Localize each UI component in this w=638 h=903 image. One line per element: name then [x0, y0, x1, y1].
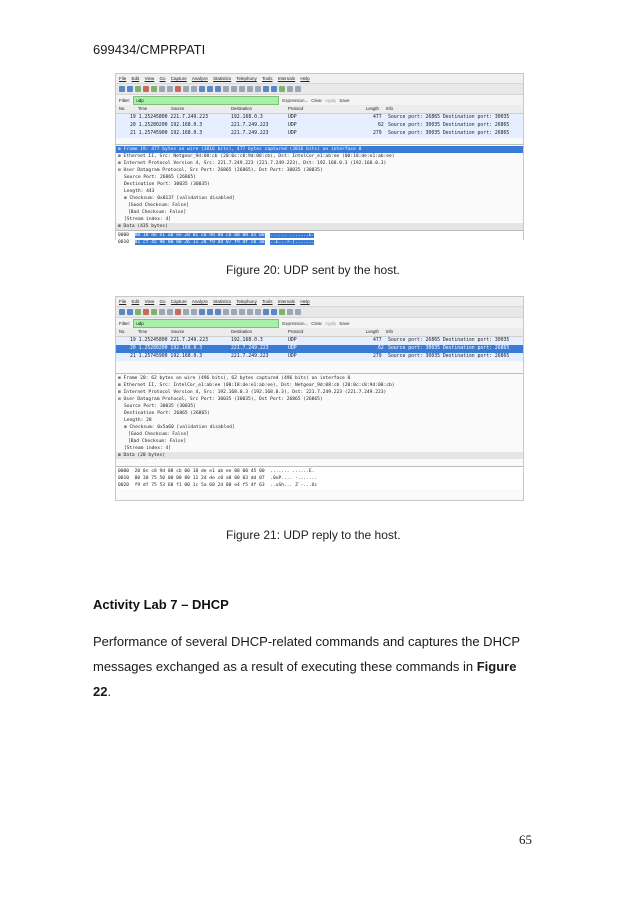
- col-protocol[interactable]: Protocol: [288, 106, 304, 111]
- preferences-icon[interactable]: [287, 309, 293, 315]
- go-forward-icon[interactable]: [207, 86, 213, 92]
- close-file-icon[interactable]: [175, 86, 181, 92]
- tree-item-source-port[interactable]: Source Port: 26865 (26865): [124, 175, 196, 180]
- resize-columns-icon[interactable]: [255, 86, 261, 92]
- menu-bar: [116, 297, 523, 306]
- expression-button[interactable]: Expression...: [282, 97, 309, 103]
- tree-item-udp[interactable]: ⊟ User Datagram Protocol, Src Port: 30035 (30035), Dst Port: 26865 (26865): [118, 397, 323, 402]
- display-filter-bar: [116, 95, 523, 105]
- packet-info: Source port: 26865 Destination port: 30035: [388, 338, 510, 343]
- menu-analyze[interactable]: Analyze: [191, 299, 208, 304]
- col-destination[interactable]: Destination: [231, 106, 252, 111]
- menu-edit[interactable]: Edit: [131, 76, 140, 81]
- tree-item-checksum[interactable]: ⊞ Checksum: 0x5a60 [validation disabled]: [124, 425, 235, 430]
- zoom-out-icon[interactable]: [239, 86, 245, 92]
- tree-item-bad-checksum[interactable]: [Bad Checksum: False]: [128, 439, 187, 444]
- tree-item-length[interactable]: Length: 443: [124, 189, 155, 194]
- menu-tools[interactable]: Tools: [262, 299, 273, 304]
- tree-item-data[interactable]: ⊞ Data (20 bytes): [116, 452, 523, 459]
- clear-button[interactable]: Clear: [311, 97, 323, 103]
- hex-offset: 0000: [118, 469, 130, 474]
- packet-length: 477: [373, 338, 382, 343]
- colorize-icon[interactable]: [223, 86, 229, 92]
- normal-size-icon[interactable]: [247, 309, 253, 315]
- hex-bytes: 00 30 75 50 00 00 80 11 2d de c0 a8 00 03 dd 07: [134, 476, 265, 481]
- packet-row[interactable]: [116, 337, 523, 345]
- close-file-icon[interactable]: [175, 309, 181, 315]
- tree-item-destination-port[interactable]: Destination Port: 30035 (30035): [124, 182, 210, 187]
- packet-protocol: UDP: [288, 354, 297, 359]
- document-id: 699434/CMPRPATI: [93, 42, 206, 57]
- packet-length: 477: [373, 115, 382, 120]
- packet-protocol: UDP: [288, 123, 297, 128]
- colorize-icon[interactable]: [223, 309, 229, 315]
- tree-item-frame[interactable]: ⊞ Frame 20: 62 bytes on wire (496 bits), 62 bytes captured (496 bits) on interface 0: [118, 376, 351, 381]
- packet-summary: 20 1.25280200 192.168.0.3: [130, 346, 203, 351]
- go-back-icon[interactable]: [199, 86, 205, 92]
- menu-file[interactable]: File: [119, 76, 127, 81]
- tree-item-checksum[interactable]: ⊞ Checksum: 0x0137 [validation disabled]: [124, 196, 235, 201]
- find-packet-icon[interactable]: [191, 309, 197, 315]
- packet-row-selected[interactable]: [116, 345, 523, 353]
- col-time[interactable]: Time: [138, 329, 148, 334]
- resize-columns-icon[interactable]: [255, 309, 261, 315]
- paragraph-line-2: [93, 654, 553, 679]
- tree-item-ethernet[interactable]: ⊞ Ethernet II, Src: Netgear_9d:08:cb (20:0c:c8:9d:08:cb), Dst: IntelCor_e1:ab:ee (00:18:de:e1:ab:ee): [118, 154, 395, 159]
- menu-go[interactable]: Go: [159, 299, 166, 304]
- menu-telephony[interactable]: Telephony: [236, 76, 257, 81]
- hex-bytes: 20 0c c8 9d 08 cb 00 18 de e1 ab ee 08 00 45 00: [134, 469, 265, 474]
- hex-offset: 0000: [118, 233, 130, 238]
- packet-destination: 192.168.0.3: [231, 115, 263, 120]
- packet-protocol: UDP: [288, 338, 297, 343]
- apply-button[interactable]: Apply: [325, 97, 337, 103]
- restart-capture-icon[interactable]: [151, 309, 157, 315]
- save-filter-button[interactable]: Save: [339, 97, 350, 103]
- packet-protocol: UDP: [288, 115, 297, 120]
- main-toolbar: [116, 306, 523, 318]
- packet-row[interactable]: [116, 114, 523, 122]
- expression-button[interactable]: Expression...: [282, 320, 309, 326]
- page-number: 65: [519, 832, 532, 847]
- col-source[interactable]: Source: [171, 106, 185, 111]
- find-packet-icon[interactable]: [191, 86, 197, 92]
- display-filters-icon[interactable]: [271, 309, 277, 315]
- paragraph-line-3: [93, 679, 553, 704]
- restart-capture-icon[interactable]: [151, 86, 157, 92]
- packet-summary: 21 1.25745900 192.168.0.3: [130, 354, 203, 359]
- packet-destination: 192.168.0.3: [231, 338, 263, 343]
- menu-view[interactable]: View: [144, 76, 155, 81]
- tree-item-ipv4[interactable]: ⊞ Internet Protocol Version 4, Src: 192.168.0.3 (192.168.0.3), Dst: 221.7.249.223 (221.7.249.223): [118, 390, 387, 395]
- packet-details-pane: [116, 373, 523, 459]
- apply-button[interactable]: Apply: [325, 320, 337, 326]
- capture-filters-icon[interactable]: [263, 309, 269, 315]
- section-heading: Activity Lab 7 – DHCP: [93, 597, 229, 612]
- zoom-in-icon[interactable]: [231, 309, 237, 315]
- tree-item-bad-checksum[interactable]: [Bad Checksum: False]: [128, 210, 187, 215]
- options-icon[interactable]: [127, 86, 133, 92]
- packet-info: Source port: 26865 Destination port: 30035: [388, 115, 510, 120]
- go-to-packet-icon[interactable]: [215, 309, 221, 315]
- menu-statistics[interactable]: Statistics: [213, 299, 232, 304]
- menu-capture[interactable]: Capture: [170, 299, 187, 304]
- options-icon[interactable]: [127, 309, 133, 315]
- col-time[interactable]: Time: [138, 106, 148, 111]
- figure-21-caption: Figure 21: UDP reply to the host.: [226, 528, 401, 542]
- packet-summary: 21 1.25745900 192.168.0.3: [130, 131, 203, 136]
- tree-item-source-port[interactable]: Source Port: 30035 (30035): [124, 404, 196, 409]
- wireshark-screenshot-udp-sent: [115, 73, 524, 245]
- open-file-icon[interactable]: [159, 309, 165, 315]
- hex-row[interactable]: [116, 468, 523, 475]
- tree-item-good-checksum[interactable]: [Good Checksum: False]: [128, 203, 189, 208]
- paragraph-line-1: Performance of several DHCP-related commands and captures the DHCP: [93, 634, 521, 649]
- packet-bytes-pane: [116, 230, 523, 246]
- help-icon[interactable]: [295, 309, 301, 315]
- go-to-packet-icon[interactable]: [215, 86, 221, 92]
- hex-bytes: f9 df 75 53 68 f1 00 1c 5a 60 2d 00 e4 f5 4f 63: [134, 483, 265, 488]
- help-icon[interactable]: [295, 86, 301, 92]
- col-info[interactable]: Info: [386, 106, 393, 111]
- zoom-in-icon[interactable]: [231, 86, 237, 92]
- tree-item-good-checksum[interactable]: [Good Checksum: False]: [128, 432, 189, 437]
- packet-list-header: [116, 328, 523, 337]
- tree-item-destination-port[interactable]: Destination Port: 26865 (26865): [124, 411, 210, 416]
- tree-item-ethernet[interactable]: ⊞ Ethernet II, Src: IntelCor_e1:ab:ee (00:18:de:e1:ab:ee), Dst: Netgear_9d:08:cb (20:0c:c8:9d:08:cb): [118, 383, 395, 388]
- packet-info: Source port: 30035 Destination port: 26865: [388, 354, 510, 359]
- col-length[interactable]: Length: [366, 106, 379, 111]
- packet-row[interactable]: [116, 130, 523, 138]
- start-capture-icon[interactable]: [135, 309, 141, 315]
- packet-destination: 221.7.249.223: [231, 354, 269, 359]
- packet-length: 279: [373, 354, 382, 359]
- col-no[interactable]: No.: [119, 106, 126, 111]
- menu-capture[interactable]: Capture: [170, 76, 187, 81]
- display-filter-input[interactable]: udp: [133, 319, 279, 328]
- menu-edit[interactable]: Edit: [131, 299, 140, 304]
- filter-label: Filter:: [119, 320, 131, 326]
- tree-item-stream-index[interactable]: [Stream index: 4]: [124, 217, 172, 222]
- paragraph-end: .: [107, 684, 112, 699]
- open-file-icon[interactable]: [159, 86, 165, 92]
- hex-bytes: 01 cf 45 9b 00 00 2b 11 28 f9 dd 07 f9 df c0 a8: [134, 240, 265, 245]
- menu-file[interactable]: File: [119, 299, 127, 304]
- menu-internals[interactable]: Internals: [277, 299, 296, 304]
- hex-ascii: ..E...+.(.......: [270, 240, 315, 245]
- wireshark-screenshot-udp-reply: [115, 296, 524, 501]
- save-file-icon[interactable]: [167, 309, 173, 315]
- tree-item-udp[interactable]: ⊟ User Datagram Protocol, Src Port: 26865 (26865), Dst Port: 30035 (30035): [118, 168, 323, 173]
- hex-row[interactable]: [116, 239, 523, 246]
- packet-info: Source port: 30035 Destination port: 26865: [388, 346, 510, 351]
- hex-row[interactable]: [116, 482, 523, 489]
- clear-button[interactable]: Clear: [311, 320, 323, 326]
- packet-info: Source port: 30035 Destination port: 26865: [388, 123, 510, 128]
- col-no[interactable]: No.: [119, 329, 126, 334]
- menu-bar: [116, 74, 523, 83]
- menu-telephony[interactable]: Telephony: [236, 299, 257, 304]
- interfaces-icon[interactable]: [119, 86, 125, 92]
- menu-help[interactable]: Help: [300, 299, 310, 304]
- figure-reference-number: 22: [93, 684, 108, 699]
- hex-offset: 0010: [118, 476, 130, 481]
- col-destination[interactable]: Destination: [231, 329, 252, 334]
- menu-statistics[interactable]: Statistics: [213, 76, 232, 81]
- main-toolbar: [116, 83, 523, 95]
- display-filters-icon[interactable]: [271, 86, 277, 92]
- stop-capture-icon[interactable]: [143, 309, 149, 315]
- packet-summary: 20 1.25280200 192.168.0.3: [130, 123, 203, 128]
- reload-icon[interactable]: [183, 86, 189, 92]
- col-source[interactable]: Source: [171, 329, 185, 334]
- packet-destination: 221.7.249.223: [231, 131, 269, 136]
- col-protocol[interactable]: Protocol: [288, 329, 304, 334]
- display-filter-bar: [116, 318, 523, 328]
- paragraph-text: messages exchanged as a result of executing these commands in: [93, 659, 477, 674]
- col-length[interactable]: Length: [366, 329, 379, 334]
- save-file-icon[interactable]: [167, 86, 173, 92]
- packet-row[interactable]: [116, 122, 523, 130]
- packet-length: 62: [378, 346, 384, 351]
- packet-length: 279: [373, 131, 382, 136]
- packet-destination: 221.7.249.223: [231, 346, 269, 351]
- hex-ascii: ...... .......E.: [270, 233, 315, 238]
- filter-label: Filter:: [119, 97, 131, 103]
- hex-offset: 0010: [118, 240, 130, 245]
- packet-row[interactable]: [116, 353, 523, 361]
- packet-protocol: UDP: [288, 131, 297, 136]
- menu-analyze[interactable]: Analyze: [191, 76, 208, 81]
- coloring-rules-icon[interactable]: [279, 86, 285, 92]
- interfaces-icon[interactable]: [119, 309, 125, 315]
- go-back-icon[interactable]: [199, 309, 205, 315]
- hex-offset: 0020: [118, 483, 130, 488]
- packet-length: 62: [378, 123, 384, 128]
- start-capture-icon[interactable]: [135, 86, 141, 92]
- preferences-icon[interactable]: [287, 86, 293, 92]
- menu-view[interactable]: View: [144, 299, 155, 304]
- coloring-rules-icon[interactable]: [279, 309, 285, 315]
- menu-internals[interactable]: Internals: [277, 76, 296, 81]
- col-info[interactable]: Info: [386, 329, 393, 334]
- packet-list-header: [116, 105, 523, 114]
- stop-capture-icon[interactable]: [143, 86, 149, 92]
- packet-details-pane: [116, 144, 523, 230]
- packet-bytes-pane: [116, 466, 523, 489]
- packet-summary: 19 1.25245800 221.7.249.223: [130, 115, 208, 120]
- tree-item-frame[interactable]: ⊞ Frame 19: 477 bytes on wire (3816 bits), 477 bytes captured (3816 bits) on interface 0: [116, 146, 523, 153]
- menu-help[interactable]: Help: [300, 76, 310, 81]
- tree-item-length[interactable]: Length: 28: [124, 418, 152, 423]
- tree-item-ipv4[interactable]: ⊞ Internet Protocol Version 4, Src: 221.7.249.223 (221.7.249.223), Dst: 192.168.0.3 (192.168.0.3): [118, 161, 387, 166]
- display-filter-input[interactable]: udp: [133, 96, 279, 105]
- packet-summary: 19 1.25245800 221.7.249.223: [130, 338, 208, 343]
- reload-icon[interactable]: [183, 309, 189, 315]
- save-filter-button[interactable]: Save: [339, 320, 350, 326]
- hex-row[interactable]: [116, 475, 523, 482]
- figure-20-caption: Figure 20: UDP sent by the host.: [226, 263, 400, 277]
- zoom-out-icon[interactable]: [239, 309, 245, 315]
- menu-tools[interactable]: Tools: [262, 76, 273, 81]
- hex-ascii: ....... ......E.: [270, 469, 315, 474]
- go-forward-icon[interactable]: [207, 309, 213, 315]
- hex-row[interactable]: [116, 232, 523, 239]
- hex-ascii: ..uSh... Z`-...Oc: [270, 483, 318, 488]
- tree-item-data[interactable]: ⊞ Data (435 bytes): [116, 223, 523, 230]
- hex-ascii: .0uP.... -.......: [270, 476, 318, 481]
- packet-info: Source port: 30035 Destination port: 26865: [388, 131, 510, 136]
- packet-destination: 221.7.249.223: [231, 123, 269, 128]
- menu-go[interactable]: Go: [159, 76, 166, 81]
- figure-reference-word: Figure: [476, 659, 517, 674]
- tree-item-stream-index[interactable]: [Stream index: 4]: [124, 446, 172, 451]
- capture-filters-icon[interactable]: [263, 86, 269, 92]
- hex-bytes: 00 18 de e1 ab ee 20 0c c8 9d 08 cb 08 00 45 00: [134, 233, 265, 238]
- packet-protocol: UDP: [288, 346, 297, 351]
- normal-size-icon[interactable]: [247, 86, 253, 92]
